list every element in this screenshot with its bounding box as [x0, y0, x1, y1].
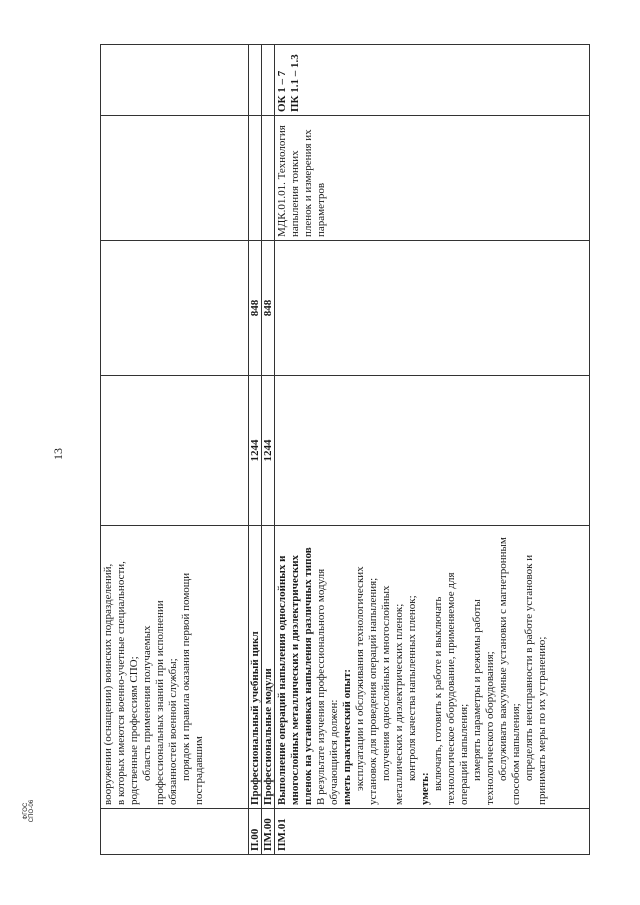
competency-pk: ПК 1.1 – 1.3 — [289, 54, 301, 112]
cell-cycle-hours: 848 — [249, 241, 262, 376]
table-row-continuation — [101, 45, 249, 855]
table-row-pm01 — [275, 45, 590, 855]
cell-pm01-max-load — [275, 376, 590, 526]
cell-group-index: ПМ.00 — [262, 809, 275, 855]
cell-pm01-hours — [275, 241, 590, 376]
skills-item: обслуживать вакуумные установки с магнетронным способом напыления; — [497, 537, 522, 805]
cell-cycle-mdk — [249, 116, 262, 241]
cell-index — [101, 809, 249, 855]
text-line: пострадавшим — [193, 736, 205, 805]
cell-group-competencies — [262, 45, 275, 116]
cell-group-max-load: 1244 — [262, 376, 275, 526]
page-number: 13 — [51, 448, 65, 460]
cell-pm01-competencies — [275, 45, 590, 116]
rotated-page-content — [100, 45, 580, 855]
experience-item: контроля качества напыленных пленок; — [406, 595, 418, 781]
cell-mdk — [101, 116, 249, 241]
skills-item: измерять параметры и режимы работы технологического оборудования; — [471, 599, 496, 805]
curriculum-table — [100, 44, 590, 855]
text-line: профессиональных знаний при исполнении — [154, 600, 166, 805]
text-line: порядок и правила оказания первой помощи — [180, 572, 192, 781]
text-line: область применения получаемых — [141, 625, 153, 781]
cell-continuation-text — [101, 526, 249, 809]
cell-cycle-index: П.00 — [249, 809, 262, 855]
cell-cycle-competencies — [249, 45, 262, 116]
cell-competencies — [101, 45, 249, 116]
cell-group-mdk — [262, 116, 275, 241]
cell-pm01-mdk: МДК.01.01. Технология напыления тонких пленок и измерения их параметров — [275, 116, 590, 241]
cell-cycle-title: Профессиональный учебный цикл — [249, 526, 262, 809]
cell-max-load — [101, 376, 249, 526]
cell-pm01-index: ПМ.01 — [275, 809, 590, 855]
text-line: вооружении (оснащении) воинских подразделений, — [102, 563, 114, 805]
skills-item: включать, готовить к работе и выключать технологическое оборудование, применяемое для операций напыления; — [432, 572, 470, 805]
text-line: обязанностей военной службы; — [167, 658, 179, 805]
experience-item: получения однослойных и многослойных металлических и диэлектрических пленок; — [380, 585, 405, 805]
experience-heading: иметь практический опыт: — [341, 668, 353, 805]
table-row-modules-group — [262, 45, 275, 855]
cell-pm01-content — [275, 526, 590, 809]
module-intro: В результате изучения профессионального модуля обучающийся должен: — [315, 568, 340, 805]
text-line: родственные профессиям СПО; — [128, 656, 140, 805]
competency-ok: ОК 1 – 7 — [276, 70, 288, 112]
footer-mark: ФГОС СПО-06 — [23, 799, 35, 823]
module-title: Выполнение операций напыления однослойных и многослойных металлических и диэлектрических пленок на установках напыления различных типов — [276, 547, 314, 805]
cell-group-hours: 848 — [262, 241, 275, 376]
cell-group-title: Профессиональные модули — [262, 526, 275, 809]
skills-item: определять неисправности в работе установок и принимать меры по их устранению; — [523, 554, 548, 805]
text-line: в которых имеются военно-учетные специальности, — [115, 561, 127, 805]
cell-hours — [101, 241, 249, 376]
table-row-cycle — [249, 45, 262, 855]
cell-cycle-max-load: 1244 — [249, 376, 262, 526]
experience-item: эксплуатации и обслуживания технологических установок для проведения операций напыления; — [354, 566, 379, 805]
skills-heading: уметь: — [419, 772, 431, 805]
